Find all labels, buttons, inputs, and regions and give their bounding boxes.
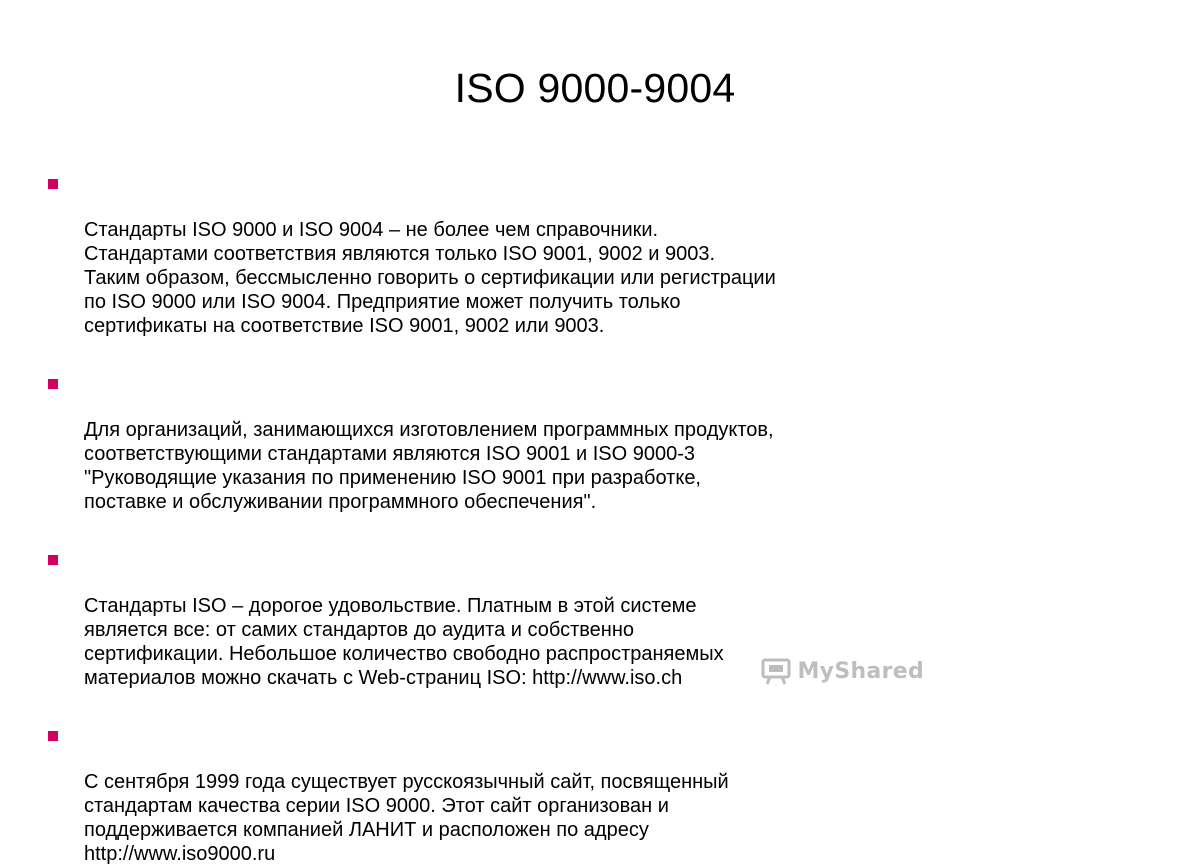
bullet-text: Для организаций, занимающихся изготовлением программных продуктов, соответствующими стандартами являются ISO 9001 и ISO 9000-3 "Руководящие указания по применению ISO 9001 при разработке, поставке и обслуживании программного обеспечения". <box>84 419 774 513</box>
slide-title: ISO 9000-9004 <box>454 65 736 111</box>
watermark-text: MyShared <box>797 658 924 684</box>
bullet-item <box>48 370 928 514</box>
bullet-text: Стандарты ISO – дорогое удовольствие. Платным в этой системе является все: от самих стандартов до аудита и собственно сертификации. Небольшое количество свободно распространяемых материалов можно скачать с Web-страниц ISO: http://www.iso.ch <box>84 595 724 689</box>
bullet-square-icon <box>48 731 58 741</box>
watermark-logo <box>761 656 924 686</box>
bullet-square-icon <box>48 555 58 565</box>
presentation-board-icon <box>761 657 791 685</box>
bullet-list <box>48 170 928 866</box>
bullet-square-icon <box>48 179 58 189</box>
bullet-text: Стандарты ISO 9000 и ISO 9004 – не более чем справочники. Стандартами соответствия являются только ISO 9001, 9002 и 9003. Таким образом, бессмысленно говорить о сертификации или регистрации по ISO 9000 или ISO 9004. Предприятие может получить только сертификаты на соответствие ISO 9001, 9002 или 9003. <box>84 219 776 337</box>
bullet-text: С сентября 1999 года существует русскоязычный сайт, посвященный стандартам качества серии ISO 9000. Этот сайт организован и поддерживается компанией ЛАНИТ и расположен по адресу http://www.iso9000.ru <box>84 771 729 865</box>
bullet-item <box>48 170 928 338</box>
bullet-item <box>48 722 928 866</box>
bullet-square-icon <box>48 379 58 389</box>
